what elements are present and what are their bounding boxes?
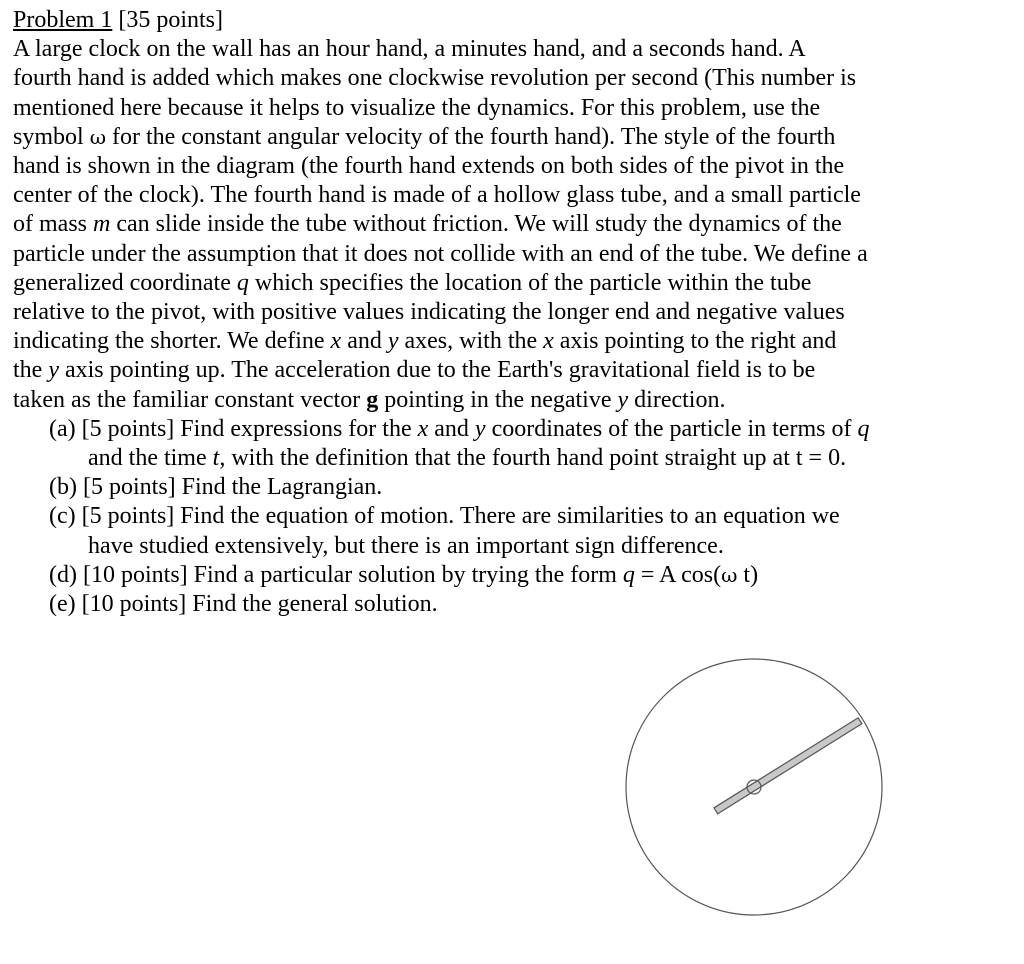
text-span: and <box>341 328 388 355</box>
text-span: for the constant angular velocity of the fourth hand). The style of the fourth <box>106 123 836 150</box>
text-span: symbol <box>13 123 90 150</box>
problem-document <box>13 6 1013 619</box>
text-span: (a) [5 points] Find expressions for the <box>49 415 418 442</box>
text-span: axis pointing up. The acceleration due to the Earth's gravitational field is to be <box>58 357 816 384</box>
part-b: (b) [5 points] Find the Lagrangian. <box>49 474 383 501</box>
y-symbol: y <box>474 415 486 442</box>
text-span: direction. <box>628 386 726 413</box>
y-symbol: y <box>48 357 59 384</box>
text-span: , with the definition that the fourth hand point straight up at t = 0. <box>219 445 847 472</box>
problem-parts <box>49 415 1013 619</box>
part-a-line-1 <box>49 415 1013 444</box>
text-span: = A cos( <box>634 561 722 588</box>
text-span: of mass <box>13 211 93 238</box>
text-span: generalized coordinate <box>13 269 237 296</box>
t-symbol: t <box>212 445 220 472</box>
body-line-3: mentioned here because it helps to visualize the dynamics. For this problem, use the <box>13 94 821 121</box>
problem-points: [35 points] <box>118 7 223 33</box>
x-symbol: x <box>543 328 554 355</box>
q-symbol: q <box>857 415 870 442</box>
problem-title: Problem 1 <box>13 7 113 33</box>
part-d <box>49 561 1013 590</box>
text-span: axes, with the <box>398 328 544 355</box>
clock-diagram <box>620 652 890 922</box>
text-span: and the time <box>88 445 213 472</box>
part-c-line-2: have studied extensively, but there is an important sign difference. <box>88 532 724 559</box>
x-symbol: x <box>330 328 342 355</box>
text-span: axis pointing to the right and <box>553 328 837 355</box>
text-span: taken as the familiar constant vector <box>13 386 367 413</box>
text-span: which specifies the location of the particle within the tube <box>248 269 812 296</box>
text-span: pointing in the negative <box>378 386 618 413</box>
text-span: indicating the shorter. We define <box>13 328 331 355</box>
part-e: (e) [10 points] Find the general solution. <box>49 591 438 618</box>
y-symbol: y <box>617 386 629 413</box>
omega-symbol: ω <box>89 124 106 149</box>
problem-heading <box>13 6 1013 35</box>
body-line-11 <box>13 327 1013 356</box>
text-span: can slide inside the tube without friction. We will study the dynamics of the <box>110 211 842 238</box>
text-span: t) <box>737 561 759 588</box>
omega-symbol: ω <box>721 562 738 587</box>
x-symbol: x <box>417 415 429 442</box>
body-line-5: hand is shown in the diagram (the fourth hand extends on both sides of the pivot in the <box>13 153 845 180</box>
body-line-1: A large clock on the wall has an hour hand, a minutes hand, and a seconds hand. A <box>13 36 806 63</box>
g-vector-symbol: g <box>366 386 379 413</box>
body-line-12 <box>13 356 1013 385</box>
text-span: coordinates of the particle in terms of <box>485 415 858 442</box>
body-line-4 <box>13 123 1013 152</box>
body-line-6: center of the clock). The fourth hand is made of a hollow glass tube, and a small particle <box>13 182 861 209</box>
mass-symbol: m <box>93 211 111 238</box>
y-symbol: y <box>387 328 399 355</box>
body-line-13 <box>13 386 1013 415</box>
q-symbol: q <box>236 269 249 296</box>
text-span: the <box>13 357 49 384</box>
part-c-line-1: (c) [5 points] Find the equation of motion. There are similarities to an equation we <box>49 503 840 530</box>
body-line-7 <box>13 210 1013 239</box>
part-a-line-2 <box>49 444 1013 473</box>
text-span: (d) [10 points] Find a particular solution by trying the form <box>49 561 623 588</box>
body-line-9 <box>13 269 1013 298</box>
q-symbol: q <box>622 561 635 588</box>
text-span: and <box>428 415 475 442</box>
body-line-2: fourth hand is added which makes one clockwise revolution per second (This number is <box>13 65 857 92</box>
body-line-10: relative to the pivot, with positive values indicating the longer end and negative values <box>13 299 845 326</box>
body-line-8: particle under the assumption that it does not collide with an end of the tube. We define a <box>13 240 868 267</box>
